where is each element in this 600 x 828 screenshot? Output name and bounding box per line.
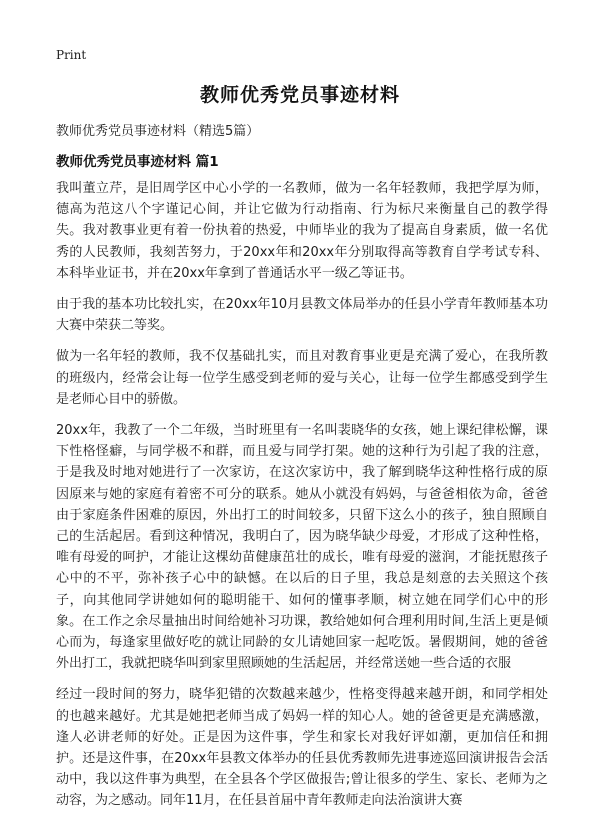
paragraph-1: 我叫董立芹，是旧周学区中心小学的一名教师，做为一名年轻教师，我把学厚为师，德高为范这八个字谨记心间，并让它做为行动指南、行为标尺来衡量自己的教学得失。我对教事业更有着一份执着的热爱，中师毕业的我为了提高自身素质，做一名优秀的人民教师，我刻苦努力，于20xx年和20xx年分别取得高等教育自学考试专科、本科毕业证书，并在20xx年拿到了普通话水平一级乙等证书。 bbox=[56, 181, 548, 281]
paragraph-2: 由于我的基本功比较扎实，在20xx年10月县教文体局举办的任县小学青年教师基本功大赛中荣获二等奖。 bbox=[56, 297, 548, 334]
page-title: 教师优秀党员事迹材料 bbox=[199, 84, 400, 106]
document-subtitle: 教师优秀党员事迹材料（精选5篇） bbox=[56, 124, 260, 139]
paragraph-3: 做为一名年轻的教师，我不仅基础扎实，而且对教育事业更是充满了爱心，在我所教的班级内，经常会让每一位学生感受到老师的爱与关心，让每一位学生都感受到学生是老师心目中的骄傲。 bbox=[56, 349, 548, 407]
document-body bbox=[56, 178, 548, 822]
paragraph-4: 20xx年，我教了一个二年级，当时班里有一名叫裴晓华的女孩，她上课纪律松懈，课下性格怪癖，与同学极不和群，而且爱与同学打架。她的这种行为引起了我的注意，于是我及时地对她进行了一次家访，在这次家访中，我了解到晓华这种性格行成的原因原来与她的家庭有着密不可分的联系。她从小就没有妈妈，与爸爸相依为命，爸爸由于家庭条件困难的原因，外出打工的时间较多，只留下这么小的孩子，独自照顾自己的生活起居。看到这种情况，我明白了，因为晓华缺少母爱，才形成了这种性格，唯有母爱的呵护，才能让这棵幼苗健康茁壮的成长，唯有母爱的滋润，才能抚慰孩子心中的不平，弥补孩子心中的缺憾。在以后的日子里，我总是刻意的去关照这个孩子，向其他同学讲她如何的聪明能干、如何的懂事孝顺，树立她在同学们心中的形象。在工作之余尽量抽出时间给她补习功课，教给她如何合理利用时间,生活上更是倾心而为，每逢家里做好吃的就让同龄的女儿请她回家一起吃饭。暑假期间，她的爸爸外出打工，我就把晓华叫到家里照顾她的生活起居，并经常送她一些合适的衣服 bbox=[56, 423, 548, 672]
paragraph-5: 经过一段时间的努力，晓华犯错的次数越来越少，性格变得越来越开朗，和同学相处的也越来越好。尤其是她把老师当成了妈妈一样的知心人。她的爸爸更是充满感激，逢人必讲老师的好处。正是因为这件事，学生和家长对我好评如潮，更加信任和拥护。还是这件事，在20xx年县教文体举办的任县优秀教师先进事迹巡回演讲报告会活动中，我以这件事为典型，在全县各个学区做报告;曾让很多的学生、家长、老师为之动容，为之感动。同年11月，在任县首届中青年教师走向法治演讲大赛 bbox=[56, 687, 548, 809]
print-link[interactable]: Print bbox=[56, 48, 87, 62]
section-heading: 教师优秀党员事迹材料 篇1 bbox=[56, 154, 219, 170]
